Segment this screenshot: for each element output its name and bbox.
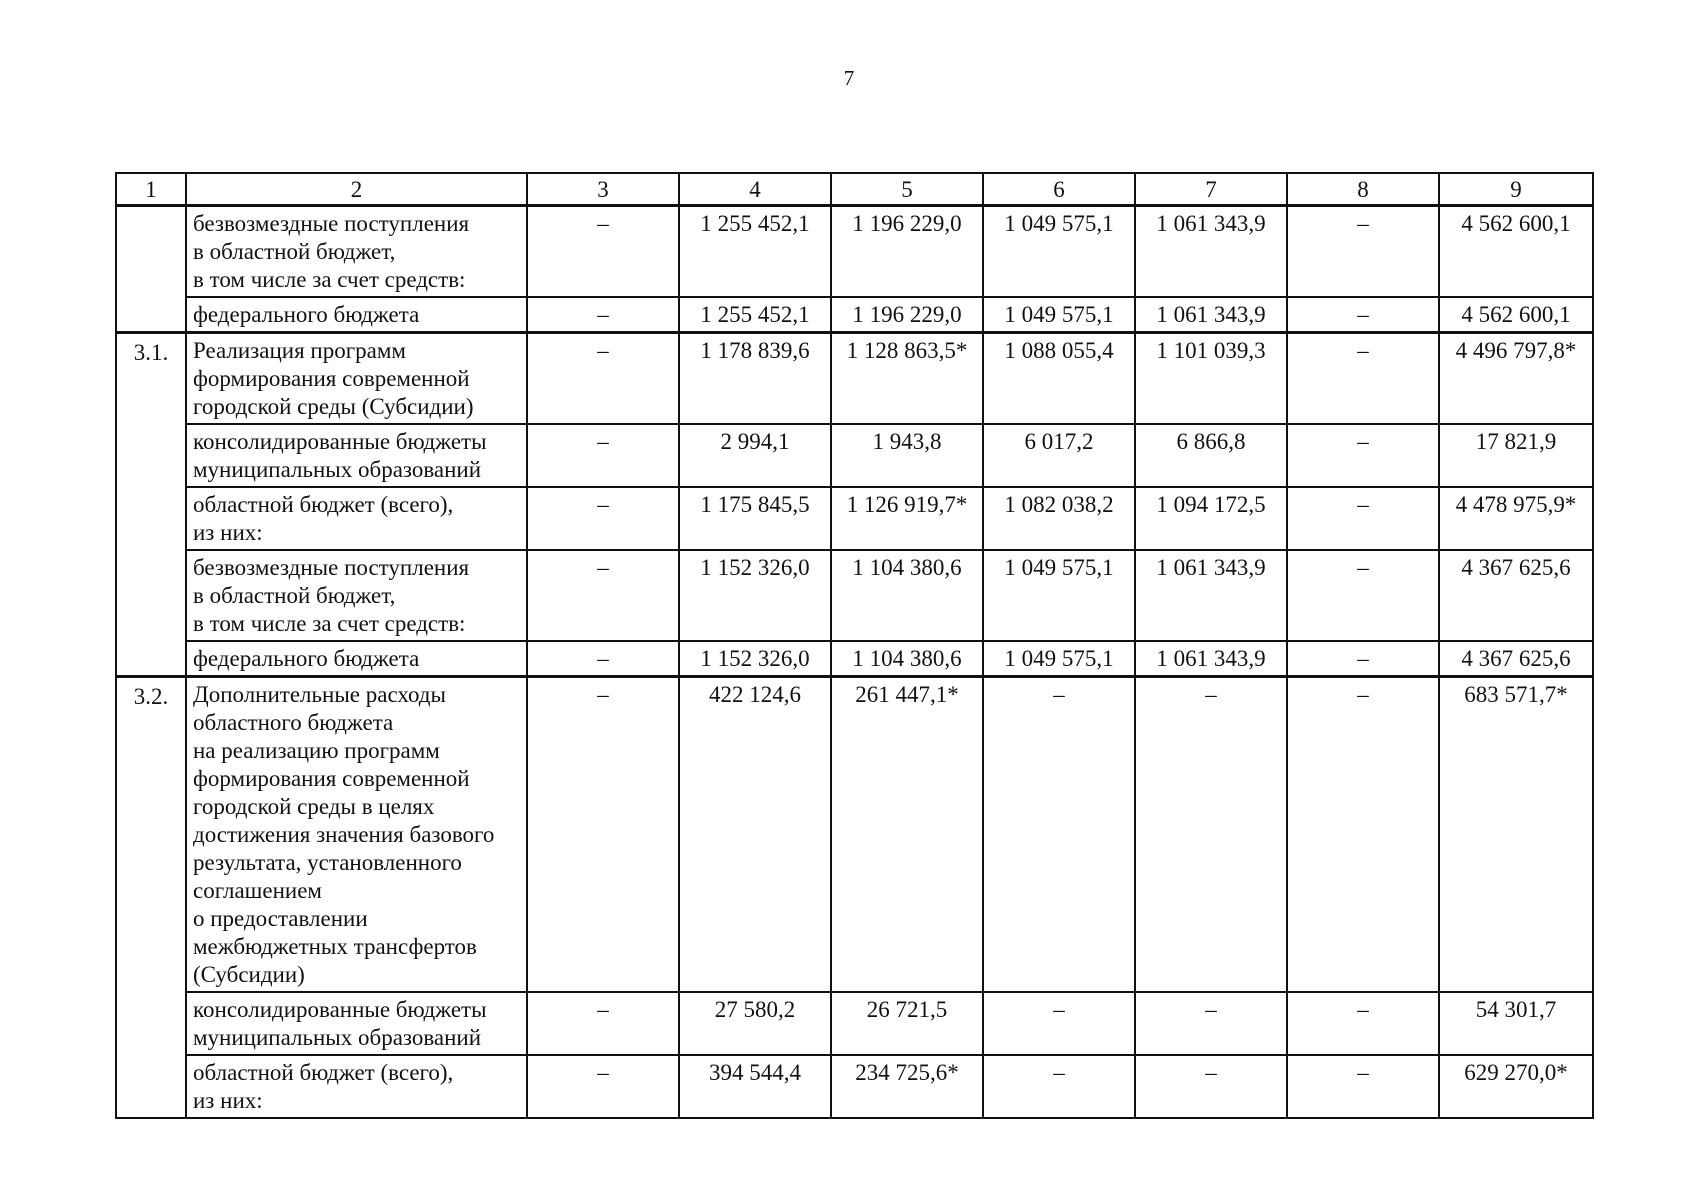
cell-col-5: 234 725,6* xyxy=(831,1055,983,1118)
row-label-line: из них: xyxy=(193,520,263,545)
column-header: 4 xyxy=(679,173,831,206)
row-label-line: городской среды в целях xyxy=(193,794,435,819)
cell-col-4: 422 124,6 xyxy=(679,677,831,993)
row-label-line: формирования современной xyxy=(193,366,470,391)
cell-col-4: 1 175 845,5 xyxy=(679,487,831,550)
cell-col-8: – xyxy=(1287,677,1439,993)
header-row xyxy=(116,173,1593,206)
row-label xyxy=(186,550,527,641)
cell-col-5: 261 447,1* xyxy=(831,677,983,993)
row-label-line: (Субсидии) xyxy=(193,962,305,987)
cell-col-9: 54 301,7 xyxy=(1439,992,1593,1055)
table-row xyxy=(116,297,1593,333)
row-label-line: областной бюджет (всего), xyxy=(193,1060,454,1085)
cell-col-3: – xyxy=(527,297,679,333)
table-row xyxy=(116,641,1593,677)
cell-col-6: – xyxy=(983,677,1135,993)
row-label-line: в областной бюджет, xyxy=(193,583,396,608)
cell-col-8: – xyxy=(1287,297,1439,333)
row-label-line: из них: xyxy=(193,1088,263,1113)
cell-col-7: 1 061 343,9 xyxy=(1135,550,1287,641)
cell-col-5: 1 126 919,7* xyxy=(831,487,983,550)
cell-col-7: – xyxy=(1135,1055,1287,1118)
row-label-line: федерального бюджета xyxy=(193,646,420,671)
row-label-line: безвозмездные поступления xyxy=(193,555,470,580)
row-label-line: городской среды (Субсидии) xyxy=(193,394,474,419)
row-label-line: достижения значения базового xyxy=(193,822,495,847)
cell-col-3: – xyxy=(527,641,679,677)
row-label-line: федерального бюджета xyxy=(193,302,420,327)
cell-col-9: 4 367 625,6 xyxy=(1439,641,1593,677)
table-row xyxy=(116,206,1593,298)
cell-col-4: 1 255 452,1 xyxy=(679,206,831,298)
row-label-line: формирования современной xyxy=(193,766,470,791)
row-label-line: Дополнительные расходы xyxy=(193,682,446,707)
row-label-line: областной бюджет (всего), xyxy=(193,492,454,517)
cell-col-5: 1 104 380,6 xyxy=(831,550,983,641)
cell-col-3: – xyxy=(527,333,679,425)
cell-col-3: – xyxy=(527,550,679,641)
cell-col-5: 1 943,8 xyxy=(831,424,983,487)
cell-col-9: 4 367 625,6 xyxy=(1439,550,1593,641)
row-label xyxy=(186,641,527,677)
cell-col-8: – xyxy=(1287,206,1439,298)
cell-col-3: – xyxy=(527,1055,679,1118)
cell-col-6: 1 082 038,2 xyxy=(983,487,1135,550)
cell-col-9: 4 562 600,1 xyxy=(1439,206,1593,298)
table-row xyxy=(116,487,1593,550)
cell-col-8: – xyxy=(1287,424,1439,487)
cell-col-7: 1 061 343,9 xyxy=(1135,297,1287,333)
row-label-line: консолидированные бюджеты xyxy=(193,997,487,1022)
row-label-line: результата, установленного xyxy=(193,850,462,875)
row-label-line: муниципальных образований xyxy=(193,457,482,482)
cell-col-8: – xyxy=(1287,333,1439,425)
cell-col-7: 1 094 172,5 xyxy=(1135,487,1287,550)
cell-col-6: 1 049 575,1 xyxy=(983,641,1135,677)
row-label xyxy=(186,424,527,487)
cell-col-3: – xyxy=(527,206,679,298)
cell-col-6: – xyxy=(983,992,1135,1055)
table-row xyxy=(116,992,1593,1055)
row-label-line: межбюджетных трансфертов xyxy=(193,934,477,959)
cell-col-9: 4 496 797,8* xyxy=(1439,333,1593,425)
cell-col-5: 1 196 229,0 xyxy=(831,297,983,333)
budget-table xyxy=(115,172,1594,1119)
cell-col-4: 1 178 839,6 xyxy=(679,333,831,425)
cell-col-6: 1 088 055,4 xyxy=(983,333,1135,425)
row-label-line: безвозмездные поступления xyxy=(193,211,470,236)
row-label-line: консолидированные бюджеты xyxy=(193,429,487,454)
cell-col-9: 17 821,9 xyxy=(1439,424,1593,487)
table-row xyxy=(116,424,1593,487)
cell-col-7: – xyxy=(1135,992,1287,1055)
row-label-line: на реализацию программ xyxy=(193,738,440,763)
row-label-line: в том числе за счет средств: xyxy=(193,267,466,292)
row-code: 3.1. xyxy=(116,333,186,677)
cell-col-4: 394 544,4 xyxy=(679,1055,831,1118)
cell-col-5: 1 128 863,5* xyxy=(831,333,983,425)
row-label xyxy=(186,206,527,298)
column-header: 6 xyxy=(983,173,1135,206)
cell-col-4: 1 255 452,1 xyxy=(679,297,831,333)
column-header: 9 xyxy=(1439,173,1593,206)
table-row xyxy=(116,550,1593,641)
cell-col-4: 2 994,1 xyxy=(679,424,831,487)
cell-col-9: 683 571,7* xyxy=(1439,677,1593,993)
row-code: 3.2. xyxy=(116,677,186,1119)
column-header: 7 xyxy=(1135,173,1287,206)
column-header: 3 xyxy=(527,173,679,206)
cell-col-7: 1 061 343,9 xyxy=(1135,641,1287,677)
cell-col-5: 1 104 380,6 xyxy=(831,641,983,677)
row-label-line: муниципальных образований xyxy=(193,1025,482,1050)
table-row xyxy=(116,677,1593,993)
cell-col-3: – xyxy=(527,424,679,487)
cell-col-8: – xyxy=(1287,550,1439,641)
row-label-line: в областной бюджет, xyxy=(193,239,396,264)
cell-col-7: 1 101 039,3 xyxy=(1135,333,1287,425)
cell-col-8: – xyxy=(1287,641,1439,677)
row-label-line: в том числе за счет средств: xyxy=(193,611,466,636)
cell-col-6: – xyxy=(983,1055,1135,1118)
cell-col-6: 1 049 575,1 xyxy=(983,550,1135,641)
cell-col-6: 1 049 575,1 xyxy=(983,297,1135,333)
row-label xyxy=(186,333,527,425)
row-label-line: о предоставлении xyxy=(193,906,368,931)
column-header: 2 xyxy=(186,173,527,206)
row-label-line: соглашением xyxy=(193,878,322,903)
column-header: 5 xyxy=(831,173,983,206)
row-code xyxy=(116,206,186,333)
row-label xyxy=(186,677,527,993)
row-label xyxy=(186,487,527,550)
cell-col-8: – xyxy=(1287,992,1439,1055)
cell-col-7: – xyxy=(1135,677,1287,993)
cell-col-7: 6 866,8 xyxy=(1135,424,1287,487)
cell-col-4: 27 580,2 xyxy=(679,992,831,1055)
cell-col-9: 4 478 975,9* xyxy=(1439,487,1593,550)
cell-col-8: – xyxy=(1287,487,1439,550)
cell-col-3: – xyxy=(527,487,679,550)
row-label-line: Реализация программ xyxy=(193,338,406,363)
cell-col-6: 1 049 575,1 xyxy=(983,206,1135,298)
cell-col-5: 26 721,5 xyxy=(831,992,983,1055)
row-label xyxy=(186,1055,527,1118)
cell-col-3: – xyxy=(527,677,679,993)
cell-col-4: 1 152 326,0 xyxy=(679,641,831,677)
row-label xyxy=(186,992,527,1055)
table-body xyxy=(116,173,1593,1118)
cell-col-6: 6 017,2 xyxy=(983,424,1135,487)
table-row xyxy=(116,333,1593,425)
column-header: 1 xyxy=(116,173,186,206)
page-number: 7 xyxy=(843,66,855,90)
cell-col-9: 4 562 600,1 xyxy=(1439,297,1593,333)
row-label-line: областного бюджета xyxy=(193,710,394,735)
cell-col-7: 1 061 343,9 xyxy=(1135,206,1287,298)
column-header: 8 xyxy=(1287,173,1439,206)
table-row xyxy=(116,1055,1593,1118)
cell-col-8: – xyxy=(1287,1055,1439,1118)
row-label xyxy=(186,297,527,333)
cell-col-3: – xyxy=(527,992,679,1055)
cell-col-5: 1 196 229,0 xyxy=(831,206,983,298)
cell-col-9: 629 270,0* xyxy=(1439,1055,1593,1118)
cell-col-4: 1 152 326,0 xyxy=(679,550,831,641)
